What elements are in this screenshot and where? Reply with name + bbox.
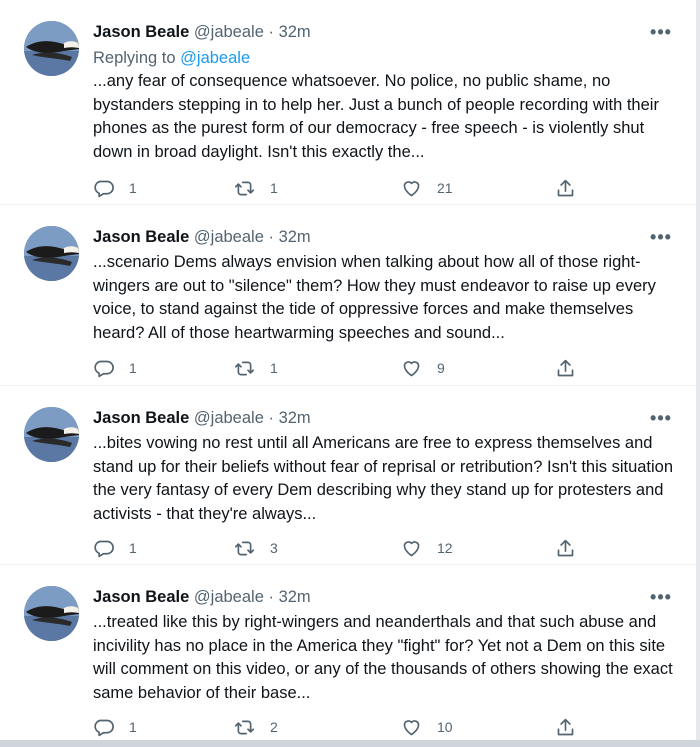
tweet[interactable] [0,565,696,747]
replying-to [93,47,250,69]
avatar[interactable] [24,226,79,281]
retweet-count: 3 [270,540,278,556]
reply-count: 1 [129,540,137,556]
tweet-actions [93,536,583,560]
author-handle[interactable]: @jabeale [193,588,264,606]
retweet-arrows-icon [234,538,255,559]
replying-to-label: Replying to [93,49,176,67]
like-count: 21 [437,180,453,196]
retweet-arrows-icon [234,178,255,199]
tweet-time[interactable]: 32m [278,228,311,246]
tweet-header [93,586,311,608]
reply-button[interactable] [93,356,137,380]
author-handle[interactable]: @jabeale [193,228,264,246]
tweet-header [93,407,311,429]
speech-bubble-icon [93,178,114,199]
tweet-time[interactable]: 32m [278,23,311,41]
share-button[interactable] [555,715,576,739]
eagle-avatar-image [24,21,79,76]
avatar[interactable] [24,586,79,641]
share-button[interactable] [555,356,576,380]
tweet-time[interactable]: 32m [278,409,311,427]
tweet-time[interactable]: 32m [278,588,311,606]
separator-dot: · [268,588,274,606]
tweet[interactable] [0,0,696,205]
share-button[interactable] [555,536,576,560]
share-upload-icon [555,358,576,379]
author-handle[interactable]: @jabeale [193,23,264,41]
like-button[interactable] [401,715,453,739]
eagle-avatar-image [24,586,79,641]
reply-count: 1 [129,360,137,376]
retweet-count: 1 [270,180,278,196]
share-upload-icon [555,717,576,738]
tweet-text: ...any fear of consequence whatsoever. No police, no public shame, no bystanders stepping in to help her. Just a bunch of people recording with their phones as the purest form of our democracy - free speech - is violently shut down in broad daylight. Isn't this exactly the... [93,72,659,161]
author-name[interactable]: Jason Beale [93,409,190,427]
avatar[interactable] [24,21,79,76]
author-name[interactable]: Jason Beale [93,588,190,606]
more-options-icon[interactable]: ••• [650,22,672,42]
more-options-icon[interactable]: ••• [650,587,672,607]
tweet-actions [93,715,583,739]
retweet-arrows-icon [234,358,255,379]
like-count: 10 [437,719,453,735]
window-edge-bottom [0,740,700,747]
reply-count: 1 [129,180,137,196]
heart-outline-icon [401,178,422,199]
speech-bubble-icon [93,538,114,559]
author-name[interactable]: Jason Beale [93,23,190,41]
tweet-actions [93,356,583,380]
retweet-button[interactable] [234,536,278,560]
like-count: 9 [437,360,445,376]
share-upload-icon [555,178,576,199]
retweet-button[interactable] [234,176,278,200]
tweet[interactable] [0,386,696,565]
more-options-icon[interactable]: ••• [650,408,672,428]
tweet-header [93,226,311,248]
tweet-text: ...scenario Dems always envision when talking about how all of those right-wingers are out to "silence" them? How they must endeavor to raise up every voice, to stand against the tide of oppressive forces and make themselves heard? All of those heartwarming speeches and sound... [93,253,656,342]
heart-outline-icon [401,358,422,379]
separator-dot: · [268,409,274,427]
tweet-text: ...bites vowing no rest until all Americans are free to express themselves and stand up for their beliefs without fear of reprisal or retribution? Isn't this situation the very fantasy of every Dem describing why they stand up for protesters and activists - that they're always... [93,434,674,523]
retweet-button[interactable] [234,715,278,739]
heart-outline-icon [401,538,422,559]
window-edge-right [696,0,700,747]
author-name[interactable]: Jason Beale [93,228,190,246]
tweet-text: ...treated like this by right-wingers and neanderthals and that such abuse and incivility has no place in the America they "fight" for? Yet not a Dem on this site will comment on this video, or any of the thousands of others showing the exact same behavior of their base... [93,613,673,702]
reply-button[interactable] [93,176,137,200]
tweet-actions [93,176,583,200]
eagle-avatar-image [24,226,79,281]
reply-button[interactable] [93,536,137,560]
avatar[interactable] [24,407,79,462]
eagle-avatar-image [24,407,79,462]
more-options-icon[interactable]: ••• [650,227,672,247]
retweet-count: 2 [270,719,278,735]
speech-bubble-icon [93,717,114,738]
speech-bubble-icon [93,358,114,379]
tweet-header [93,21,311,43]
like-button[interactable] [401,176,453,200]
retweet-count: 1 [270,360,278,376]
like-button[interactable] [401,536,453,560]
separator-dot: · [268,23,274,41]
retweet-arrows-icon [234,717,255,738]
share-upload-icon [555,538,576,559]
replying-to-handle-link[interactable]: @jabeale [180,49,251,67]
heart-outline-icon [401,717,422,738]
separator-dot: · [268,228,274,246]
tweet[interactable] [0,205,696,386]
like-count: 12 [437,540,453,556]
reply-button[interactable] [93,715,137,739]
share-button[interactable] [555,176,576,200]
retweet-button[interactable] [234,356,278,380]
author-handle[interactable]: @jabeale [193,409,264,427]
like-button[interactable] [401,356,445,380]
reply-count: 1 [129,719,137,735]
